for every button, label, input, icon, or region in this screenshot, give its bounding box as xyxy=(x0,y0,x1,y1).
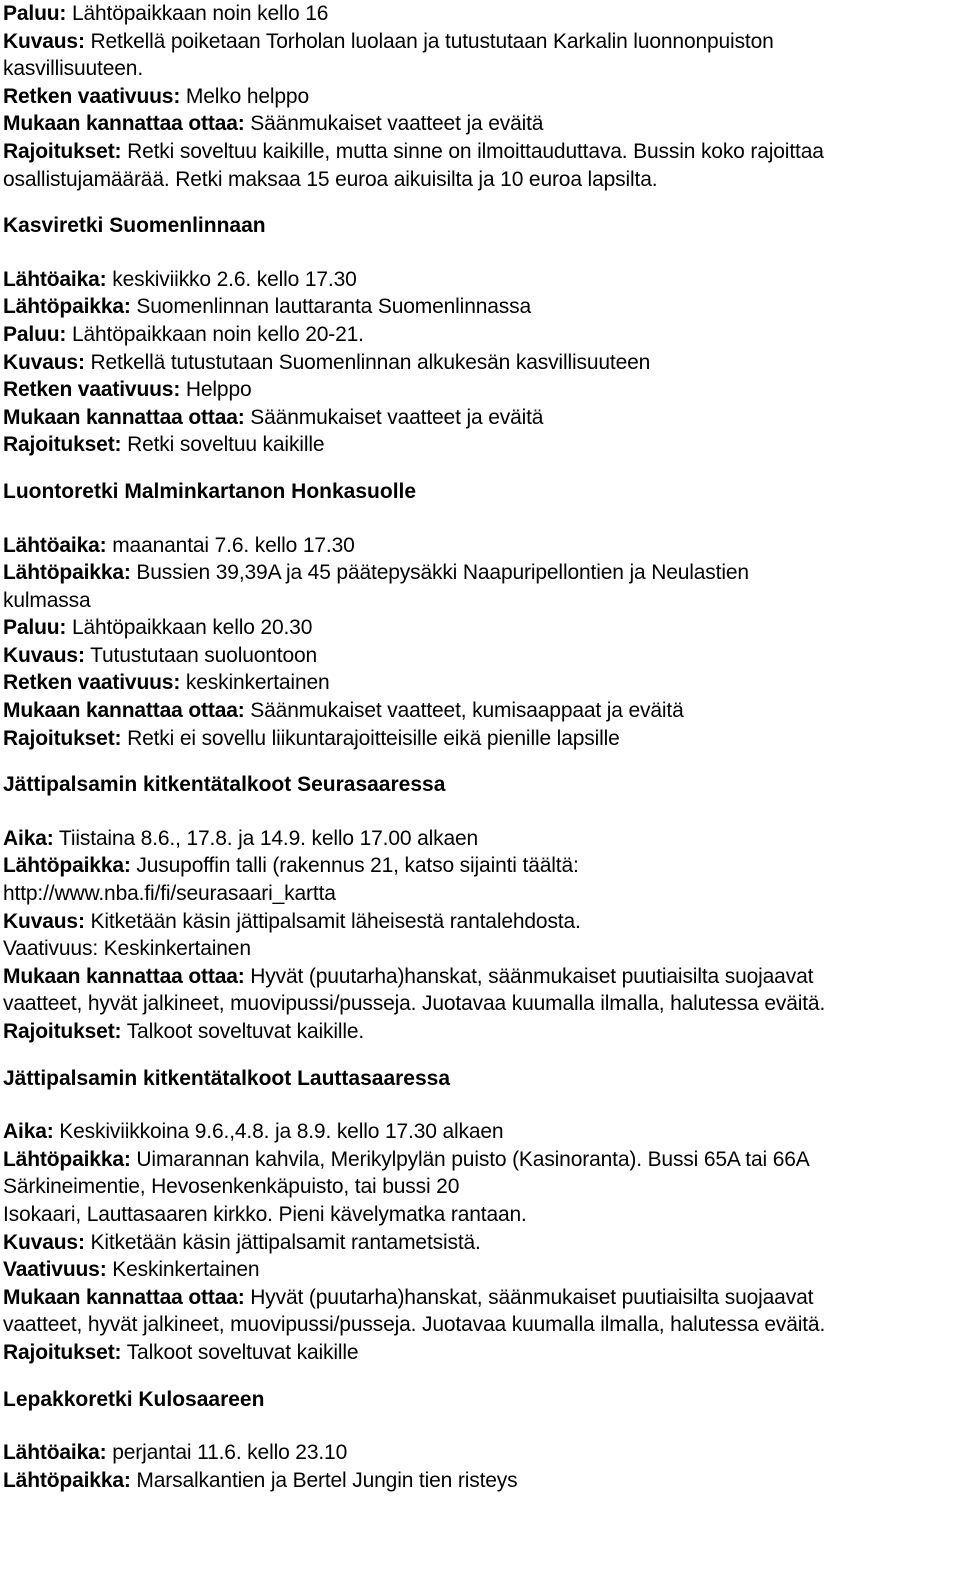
trip-section xyxy=(3,771,958,1045)
field-value: Säänmukaiset vaatteet, kumisaappaat ja eväitä xyxy=(244,699,684,723)
field-label: Kuvaus: xyxy=(3,909,85,933)
detail-line xyxy=(3,404,958,432)
field-value: Isokaari, Lauttasaaren kirkko. Pieni kävelymatka rantaan. xyxy=(3,1202,527,1226)
field-value: Uimarannan kahvila, Merikylpylän puisto (Kasinoranta). Bussi 65A tai 66A xyxy=(130,1147,810,1171)
section-title: Lepakkoretki Kulosaareen xyxy=(3,1387,265,1411)
detail-line xyxy=(3,880,958,908)
field-label: Retken vaativuus: xyxy=(3,84,181,108)
detail-line xyxy=(3,1256,958,1284)
field-value: kasvillisuuteen. xyxy=(3,57,144,81)
field-label: Rajoitukset: xyxy=(3,1340,122,1364)
detail-line xyxy=(3,532,958,560)
field-label: Lähtöaika: xyxy=(3,1441,107,1465)
detail-line xyxy=(3,990,958,1018)
detail-line xyxy=(3,266,958,294)
field-label: Retken vaativuus: xyxy=(3,671,181,695)
detail-line xyxy=(3,697,958,725)
detail-line xyxy=(3,852,958,880)
field-value: Lähtöpaikkaan noin kello 20-21. xyxy=(66,322,364,346)
field-label: Aika: xyxy=(3,826,54,850)
document-body xyxy=(3,0,958,1494)
detail-line xyxy=(3,0,958,28)
field-value: Marsalkantien ja Bertel Jungin tien risteys xyxy=(130,1468,518,1492)
field-label: Rajoitukset: xyxy=(3,433,122,457)
field-label: Lähtöpaikka: xyxy=(3,1147,131,1171)
detail-line xyxy=(3,110,958,138)
field-value: Hyvät (puutarha)hanskat, säänmukaiset puutiaisilta suojaavat xyxy=(244,964,814,988)
field-label: Mukaan kannattaa ottaa: xyxy=(3,964,245,988)
section-title: Kasviretki Suomenlinnaan xyxy=(3,214,266,238)
field-label: Kuvaus: xyxy=(3,643,85,667)
field-label: Mukaan kannattaa ottaa: xyxy=(3,1285,245,1309)
detail-line xyxy=(3,1439,958,1467)
field-value: Jusupoffin talli (rakennus 21, katso sijainti täältä: xyxy=(130,854,579,878)
field-label: Kuvaus: xyxy=(3,29,85,53)
trip-section xyxy=(3,212,958,459)
detail-line xyxy=(3,321,958,349)
section-title: Luontoretki Malminkartanon Honkasuolle xyxy=(3,479,417,503)
field-value: Retkellä poiketaan Torholan luolaan ja tutustutaan Karkalin luonnonpuiston xyxy=(84,29,774,53)
field-value: Talkoot soveltuvat kaikille xyxy=(121,1340,359,1364)
detail-line xyxy=(3,642,958,670)
detail-line xyxy=(3,293,958,321)
detail-line xyxy=(3,669,958,697)
field-value: Hyvät (puutarha)hanskat, säänmukaiset puutiaisilta suojaavat xyxy=(244,1285,814,1309)
field-value: Kitketään käsin jättipalsamit läheisestä rantalehdosta. xyxy=(84,909,581,933)
trip-section xyxy=(3,0,958,193)
trip-section xyxy=(3,1386,958,1495)
field-label: Mukaan kannattaa ottaa: xyxy=(3,112,245,136)
field-label: Lähtöaika: xyxy=(3,533,107,557)
detail-line xyxy=(3,1229,958,1257)
field-value: http://www.nba.fi/fi/seurasaari_kartta xyxy=(3,882,336,906)
field-value: osallistujamäärää. Retki maksaa 15 euroa aikuisilta ja 10 euroa lapsilta. xyxy=(3,167,658,191)
field-value: Särkineimentie, Hevosenkenkäpuisto, tai bussi 20 xyxy=(3,1175,460,1199)
field-label: Rajoitukset: xyxy=(3,1020,122,1043)
field-value: Keskiviikkoina 9.6.,4.8. ja 8.9. kello 17.30 alkaen xyxy=(53,1120,504,1144)
detail-line xyxy=(3,1284,958,1312)
field-label: Lähtöpaikka: xyxy=(3,854,131,878)
field-value: kulmassa xyxy=(3,588,91,612)
detail-line xyxy=(3,376,958,404)
field-value: Bussien 39,39A ja 45 päätepysäkki Naapuripellontien ja Neulastien xyxy=(130,561,749,585)
field-label: Kuvaus: xyxy=(3,1230,85,1254)
detail-line xyxy=(3,55,958,83)
detail-line xyxy=(3,1146,958,1174)
field-value: Talkoot soveltuvat kaikille. xyxy=(121,1020,365,1043)
trip-section xyxy=(3,478,958,752)
field-value: keskiviikko 2.6. kello 17.30 xyxy=(106,267,357,291)
field-value: Lähtöpaikkaan noin kello 16 xyxy=(66,2,329,25)
detail-line xyxy=(3,963,958,991)
field-label: Rajoitukset: xyxy=(3,139,122,163)
section-title: Jättipalsamin kitkentätalkoot Lauttasaaressa xyxy=(3,1066,451,1090)
field-label: Paluu: xyxy=(3,2,67,25)
field-value: Säänmukaiset vaatteet ja eväitä xyxy=(244,405,544,429)
field-value: Säänmukaiset vaatteet ja eväitä xyxy=(244,112,544,136)
detail-line xyxy=(3,587,958,615)
detail-line xyxy=(3,83,958,111)
field-value: perjantai 11.6. kello 23.10 xyxy=(106,1441,348,1465)
detail-line xyxy=(3,1173,958,1201)
field-value: Retki soveltuu kaikille xyxy=(121,433,325,457)
detail-line xyxy=(3,908,958,936)
field-label: Lähtöaika: xyxy=(3,267,107,291)
field-value: keskinkertainen xyxy=(180,671,330,695)
field-value: Vaativuus: Keskinkertainen xyxy=(3,937,251,961)
field-value: Lähtöpaikkaan kello 20.30 xyxy=(66,616,313,640)
field-value: Tiistaina 8.6., 17.8. ja 14.9. kello 17.00 alkaen xyxy=(53,826,479,850)
detail-line xyxy=(3,28,958,56)
trip-section xyxy=(3,1065,958,1367)
field-label: Rajoitukset: xyxy=(3,726,122,750)
section-title: Jättipalsamin kitkentätalkoot Seurasaaressa xyxy=(3,773,446,797)
field-value: vaatteet, hyvät jalkineet, muovipussi/pusseja. Juotavaa kuumalla ilmalla, halutessa eväitä. xyxy=(3,992,826,1016)
field-value: Suomenlinnan lauttaranta Suomenlinnassa xyxy=(130,295,532,319)
field-label: Vaativuus: xyxy=(3,1258,107,1282)
field-value: maanantai 7.6. kello 17.30 xyxy=(106,533,355,557)
field-label: Lähtöpaikka: xyxy=(3,295,131,319)
field-label: Retken vaativuus: xyxy=(3,378,181,402)
detail-line xyxy=(3,166,958,194)
field-value: Retkellä tutustutaan Suomenlinnan alkukesän kasvillisuuteen xyxy=(84,350,651,374)
detail-line xyxy=(3,725,958,753)
detail-line xyxy=(3,559,958,587)
field-label: Paluu: xyxy=(3,616,67,640)
field-label: Lähtöpaikka: xyxy=(3,561,131,585)
field-label: Aika: xyxy=(3,1120,54,1144)
field-label: Paluu: xyxy=(3,322,67,346)
field-value: Keskinkertainen xyxy=(106,1258,260,1282)
detail-line xyxy=(3,825,958,853)
field-value: Tutustutaan suoluontoon xyxy=(84,643,318,667)
field-label: Mukaan kannattaa ottaa: xyxy=(3,405,245,429)
detail-line xyxy=(3,1018,958,1046)
field-value: Retki soveltuu kaikille, mutta sinne on ilmoittauduttava. Bussin koko rajoittaa xyxy=(121,139,824,163)
field-value: Kitketään käsin jättipalsamit rantametsistä. xyxy=(84,1230,481,1254)
detail-line xyxy=(3,1467,958,1495)
field-value: Melko helppo xyxy=(180,84,309,108)
detail-line xyxy=(3,431,958,459)
detail-line xyxy=(3,349,958,377)
field-value: Retki ei sovellu liikuntarajoitteisille eikä pienille lapsille xyxy=(121,726,620,750)
detail-line xyxy=(3,614,958,642)
detail-line xyxy=(3,1339,958,1367)
field-label: Mukaan kannattaa ottaa: xyxy=(3,699,245,723)
field-label: Lähtöpaikka: xyxy=(3,1468,131,1492)
field-label: Kuvaus: xyxy=(3,350,85,374)
detail-line xyxy=(3,1201,958,1229)
detail-line xyxy=(3,138,958,166)
detail-line xyxy=(3,1118,958,1146)
field-value: Helppo xyxy=(180,378,252,402)
detail-line xyxy=(3,1311,958,1339)
field-value: vaatteet, hyvät jalkineet, muovipussi/pusseja. Juotavaa kuumalla ilmalla, halutessa eväitä. xyxy=(3,1313,826,1337)
detail-line xyxy=(3,935,958,963)
